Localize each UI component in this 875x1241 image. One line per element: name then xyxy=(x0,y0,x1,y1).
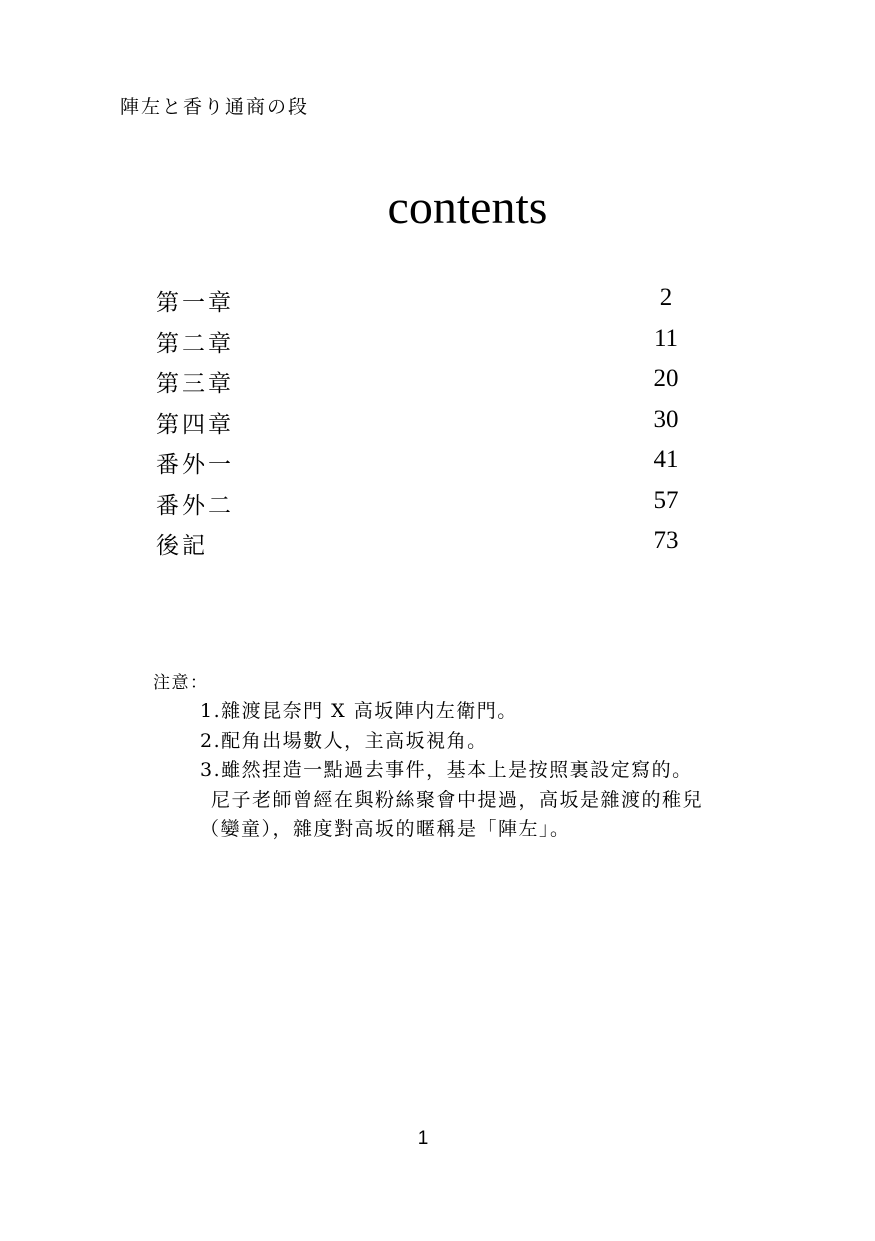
toc-entry[interactable] xyxy=(156,365,696,406)
toc-entry-page: 41 xyxy=(653,446,679,473)
toc-entry-page: 20 xyxy=(653,365,679,392)
toc-entry[interactable] xyxy=(156,446,696,487)
toc-entry-page: 57 xyxy=(653,486,679,514)
toc-entry-page: 2 xyxy=(659,284,673,311)
toc-entry-page: 30 xyxy=(653,405,679,433)
toc-entry[interactable] xyxy=(156,487,696,528)
page-number: 1 xyxy=(417,1128,429,1149)
toc-entry-label: 番外二 xyxy=(156,492,234,519)
table-of-contents xyxy=(156,284,696,568)
toc-entry[interactable] xyxy=(156,406,696,447)
note-line: （孌童），雜度對高坂的暱稱是「陣左」。 xyxy=(200,818,571,840)
toc-entry-label: 第一章 xyxy=(156,290,234,316)
toc-entry-label: 第二章 xyxy=(156,330,234,357)
toc-entry-page: 11 xyxy=(653,324,679,352)
toc-entry[interactable] xyxy=(156,527,696,568)
toc-entry-label: 後記 xyxy=(156,533,208,559)
toc-entry-label: 第三章 xyxy=(156,371,234,397)
note-line: 3.雖然捏造一點過去事件，基本上是按照裏設定寫的。 xyxy=(200,759,693,781)
note-line: 2.配角出場數人，主高坂視角。 xyxy=(200,729,488,752)
note-line: 尼子老師曾經在與粉絲聚會中提過，高坂是雜渡的稚兒 xyxy=(211,788,704,811)
toc-entry-label: 番外一 xyxy=(156,452,234,478)
toc-entry[interactable] xyxy=(156,325,696,366)
toc-entry-label: 第四章 xyxy=(156,411,234,438)
notes-section xyxy=(153,668,793,844)
running-header: 陣左と香り通商の段 xyxy=(120,96,310,118)
note-line: 1.雜渡昆奈門 X 高坂陣内左衛門。 xyxy=(200,700,518,722)
toc-entry[interactable] xyxy=(156,284,696,325)
page-title: contents xyxy=(387,181,548,234)
notes-heading: 注意： xyxy=(153,673,209,693)
toc-entry-page: 73 xyxy=(653,527,679,554)
